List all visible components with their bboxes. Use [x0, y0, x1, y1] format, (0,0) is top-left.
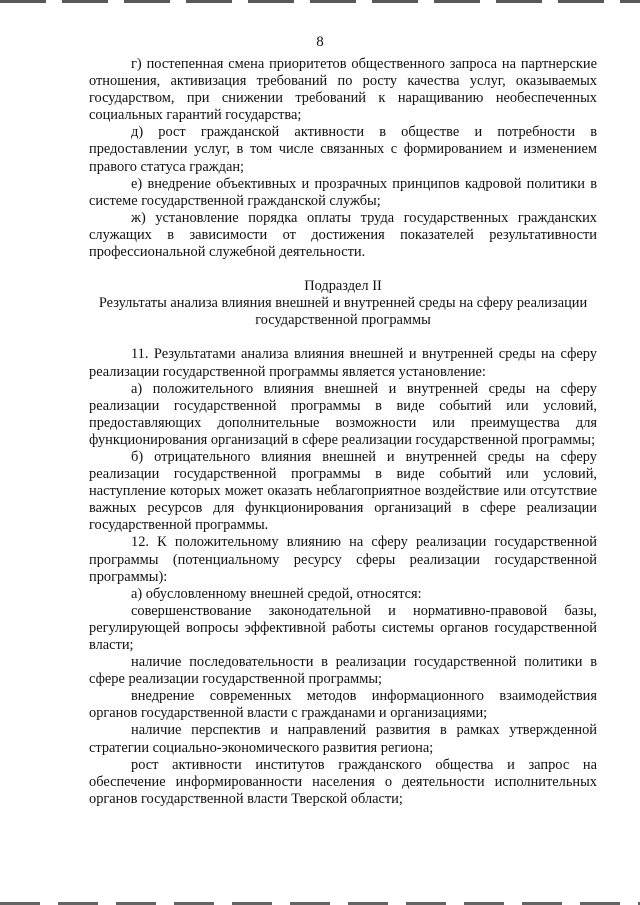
paragraph-zh: ж) установление порядка оплаты труда государственных гражданских служащих в зависимости от достижения показателей результативности профессиональной служебной деятельности.	[89, 209, 597, 261]
list-item: наличие последовательности в реализации государственной политики в сфере реализации государственной программы;	[89, 654, 597, 688]
page-number: 8	[316, 34, 324, 50]
list-item: совершенствование законодательной и нормативно-правовой базы, регулирующей вопросы эффективной работы системы органов государственной власти;	[89, 602, 597, 653]
section-spacer	[89, 261, 597, 278]
paragraph-11-a: а) положительного влияния внешней и внутренней среды на сферу реализации государственной программы в виде событий или условий, предоставляющих дополнительные возможности или преимущества для функционирования организаций в сфере реализации государственной программы;	[89, 380, 597, 448]
paragraph-12: 12. К положительному влиянию на сферу реализации государственной программы (потенциальному ресурсу сферы реализации государственной программы):	[89, 534, 597, 585]
list-item: рост активности институтов гражданского общества и запрос на обеспечение информированности населения о деятельности исполнительных органов государственной власти Тверской области;	[89, 756, 597, 807]
document-body	[89, 56, 597, 808]
list-item: внедрение современных методов информационного взаимодействия органов государственной власти с гражданами и организациями;	[89, 688, 597, 722]
list-item: наличие перспектив и направлений развития в рамках утвержденной стратегии социально-экономического развития региона;	[89, 722, 597, 756]
paragraph-11: 11. Результатами анализа влияния внешней и внутренней среды на сферу реализации государственной программы является установление:	[89, 346, 597, 380]
paragraph-g: г) постепенная смена приоритетов общественного запроса на партнерские отношения, активизация требований по росту качества услуг, оказываемых государством, при снижении требований к наращиванию необеспеченных социальных гарантий государства;	[89, 56, 597, 124]
subsection-label: Подраздел II	[304, 278, 382, 295]
paragraph-d: д) рост гражданской активности в обществе и потребности в предоставлении услуг, в том числе связанных с формированием и изменением правого статуса граждан;	[89, 124, 597, 175]
scan-edge-top	[0, 0, 640, 3]
subsection-title: Результаты анализа влияния внешней и внутренней среды на сферу реализации государственной программы	[98, 295, 588, 329]
section-spacer	[89, 329, 597, 346]
paragraph-12-a: а) обусловленному внешней средой, относятся:	[131, 585, 422, 602]
paragraph-e: е) внедрение объективных и прозрачных принципов кадровой политики в системе государственной гражданской службы;	[89, 175, 597, 209]
paragraph-11-b: б) отрицательного влияния внешней и внутренней среды на сферу реализации государственной программы в виде событий или условий, наступление которых может оказать неблагоприятное воздействие или отсутствие важных ресурсов для функционирования организаций в сфере реализации государственной программы.	[89, 448, 597, 534]
